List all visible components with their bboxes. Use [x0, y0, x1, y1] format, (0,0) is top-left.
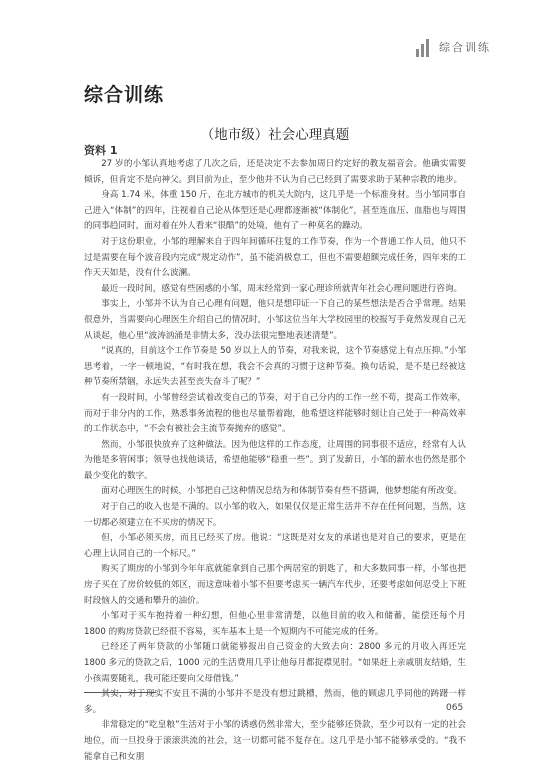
- running-header: [416, 37, 491, 57]
- paragraph: 但，小邹必须买房，而且已经买了房。他说：“这既是对女友的承诺也是对自己的要求，更是在心理上认同自己的一个标尺。”: [84, 533, 466, 559]
- page-number: 065: [446, 703, 464, 713]
- paragraph: 有一段时间，小邹曾经尝试着改变自己的节奏，对于自己分内的工作一丝不苟，提高工作效率，而对于非分内的工作，熟悉事务流程的他也尽量帮着跑，他希望这样能够时刻让自己处于一种高效率的工作状态中，“不会有被社会主流节奏抛弃的感觉”。: [84, 392, 466, 435]
- paragraph: 事实上，小邹并不认为自己心理有问题，他只是想印证一下自己的某些想法是否合乎常理。结果很意外，当需要向心理医生介绍自己的情况时，小邹这位当年大学校园里的校报写手竟然发现自己无从谈起，他心里“波涛汹涌是非情太多，没办法很完整地表述清楚”。: [84, 299, 466, 341]
- page-title: 综合训练: [84, 84, 165, 106]
- paragraph: 对于自己的收入也是不满的。以小邹的收入，如果仅仅是正常生活并不存在任何问题，当然，这一切都必须建立在不买房的情况下。: [84, 502, 466, 528]
- paragraph: 购买了期房的小邹到今年年底就能拿到自己那个两居室的钥匙了，和大多数同事一样，小邹也把房子买在了房价较低的郊区，而这意味着小邹不但要考虑买一辆汽车代步，还要考虑如何忍受上下班时段恼人的交通和攀升的油价。: [84, 564, 466, 606]
- footnote-divider: [84, 692, 156, 693]
- paragraph: 其实，对于现实不安且不满的小邹并不是没有想过跳槽，然而，他的顾虑几乎同他的踌躇一样多。: [84, 689, 466, 715]
- header-bars-decoration: [416, 37, 431, 57]
- paragraph: 身高 1.74 米，体重 150 斤，在北方城市的机关大院内，这几乎是一个标准身材。当小邹同事自己进入“体制”的四年，注视着自己论从体型还是心理都逐渐被“体制化”，甚至连血压、血脂也与周围的同事趋同时，面对着在外人看来“很酷”的处境，他有了一种莫名的躁动。: [84, 190, 466, 232]
- paragraph: 然而，小邹很快放弃了这种做法。因为他这样的工作态度，让周围的同事很不适应，经常有人认为他是多管闲事；领导也找他谈话，希望他能够“稳重一些”。到了发薪日，小邹的薪水也仍然是那个最少变化的数字。: [84, 439, 466, 481]
- paragraph: “说真的，目前这个工作节奏是 50 岁以上人的节奏，对我来说，这个节奏感觉上有点压抑。”小邹思考着，一字一顿地说，“有时我在想，我会不会真的习惯于这种节奏。换句话说，是不是已经被这种节奏所禁锢，永远失去甚至丧失奋斗了呢？”: [84, 346, 466, 388]
- paragraph: 对于这份职业，小邹的理解来自于四年间循环往复的工作节奏，作为一个普通工作人员，他只不过是需要在每个波音段内完成“规定动作”，虽不能消极怠工，但也不需要超额完成任务，四年来的工作天天如是，没有什么波澜。: [84, 236, 466, 279]
- paragraph: 27 岁的小邹认真地考虑了几次之后，还是决定不去参加周日约定好的教友福音会。他确实需要倾诉，但肯定不是向神父。到目前为止，至少他并不认为自己已经到了需要求助于某种宗教的地步。: [84, 159, 466, 185]
- paragraph: 最近一段时间，感觉有些困惑的小邹，周末经常到一家心理诊所就青年社会心理问题进行咨询。: [101, 283, 463, 294]
- body-text: [84, 157, 466, 765]
- paragraph: 非常稳定的“吃皇粮”生活对于小邹的诱惑仍然非常大，至少能够还贷款，至少可以有一定的社会地位，而一旦投身于滚滚洪流的社会，这一切都可能不复存在。这几乎是小邹不能够承受的。“我不能拿自己和女朋: [84, 720, 466, 762]
- paragraph: 小邹对于买车抱持着一种幻想，但他心里非常清楚，以他目前的收入和储蓄，能偿还每个月 1800 的购房贷款已经很不容易，买车基本上是一个短期内不可能完成的任务。: [84, 611, 466, 637]
- paragraph: 已经还了两年贷款的小邹随口就能够报出自己资金的大致去向：2800 多元的月收入再还完 1800 多元的贷款之后，1000 元的生活费用几乎让他每月都捉襟见肘。“如果赶上亲戚朋友结婚，生小孩需要随礼，我可能还要向父母借钱。”: [84, 642, 466, 684]
- running-header-text: 综合训练: [439, 41, 491, 54]
- section-title: （地市级）社会心理真题: [200, 127, 350, 143]
- paragraph: 面对心理医生的时候，小邹把自己这种情况总结为和体制节奏有些不搭调，他梦想能有所改变。: [101, 486, 463, 497]
- subsection-title: 资料 1: [84, 144, 118, 157]
